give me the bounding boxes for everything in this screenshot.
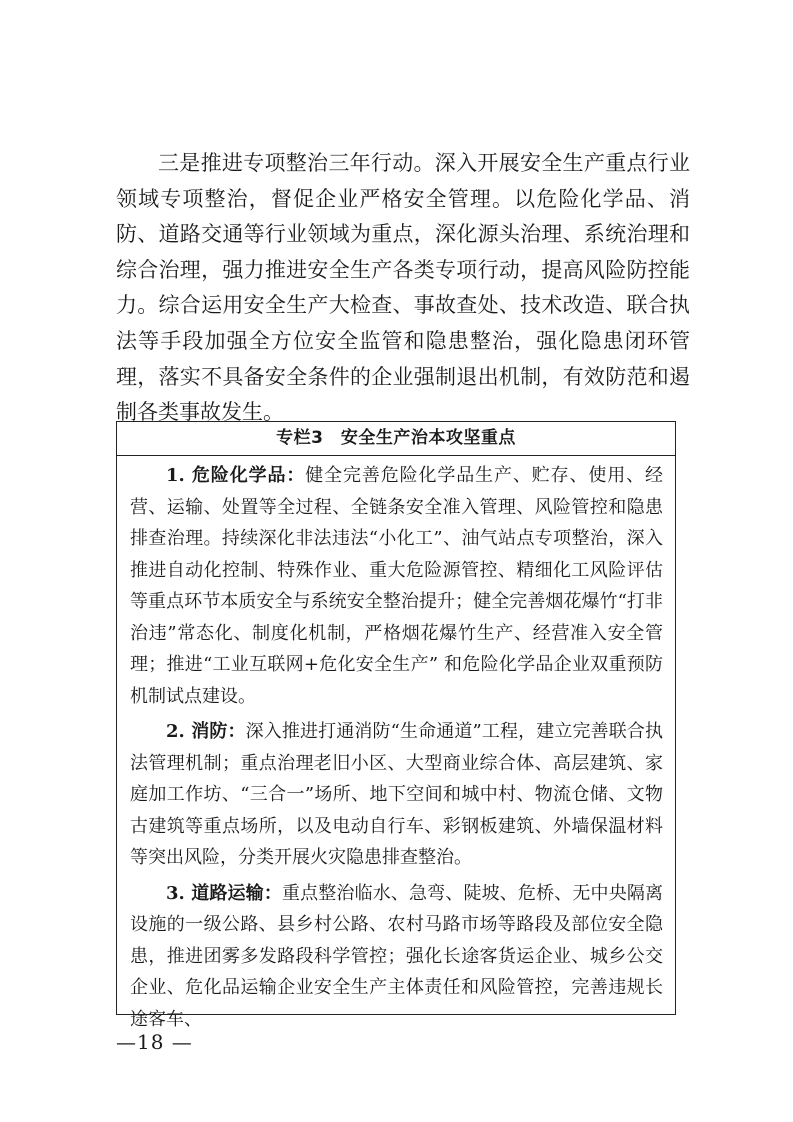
item-text: 健全完善危险化学品生产、贮存、使用、经营、运输、处置等全过程、全链条安全准入管理、风险管控和隐患排查治理。持续深化非法违法“小化工”、油气站点专项整治，深入推进自动化控制、特殊作业、重大危险源管控、精细化工风险评估等重点环节本质安全与系统安全整治提升；健全完善烟花爆竹“打非治违”常态化、制度化机制，严格烟花爆竹生产、经营准入安全管理；推进“工业互联网+危化安全生产” 和危险化学品企业双重预防机制试点建设。 [130, 465, 663, 707]
special-column-title: 专栏3 安全生产治本攻坚重点 [117, 422, 675, 456]
special-column-body [117, 460, 675, 1035]
special-column-box [116, 421, 676, 1030]
page-number: —18 — [116, 1030, 193, 1054]
item-heading: 3. 道路运输： [166, 882, 282, 904]
intro-paragraph: 三是推进专项整治三年行动。深入开展安全生产重点行业领域专项整治，督促企业严格安全管理。以危险化学品、消防、道路交通等行业领域为重点，深化源头治理、系统治理和综合治理，强力推进安全生产各类专项行动，提高风险防控能力。综合运用安全生产大检查、事故查处、技术改造、联合执法等手段加强全方位安全监管和隐患整治，强化隐患闭环管理，落实不具备安全条件的企业强制退出机制，有效防范和遏制各类事故发生。 [116, 151, 690, 425]
item-fire-protection [130, 716, 663, 874]
item-text: 重点整治临水、急弯、陡坡、危桥、无中央隔离设施的一级公路、县乡村公路、农村马路市场等路段及部位安全隐患，推进团雾多发路段科学管控；强化长途客货运企业、城乡公交企业、危化品运输企业安全生产主体责任和风险管控，完善违规长途客车、 [130, 882, 663, 1030]
item-text: 深入推进打通消防“生命通道”工程，建立完善联合执法管理机制；重点治理老旧小区、大型商业综合体、高层建筑、家庭加工作坊、“三合一”场所、地下空间和城中村、物流仓储、文物古建筑等重点场所，以及电动自行车、彩钢板建筑、外墙保温材料等突出风险，分类开展火灾隐患排查整治。 [130, 721, 664, 868]
item-heading: 1. 危险化学品： [166, 465, 306, 486]
item-hazardous-chemicals [130, 460, 663, 712]
item-heading: 2. 消防： [166, 721, 246, 742]
item-road-transport [130, 878, 663, 1036]
